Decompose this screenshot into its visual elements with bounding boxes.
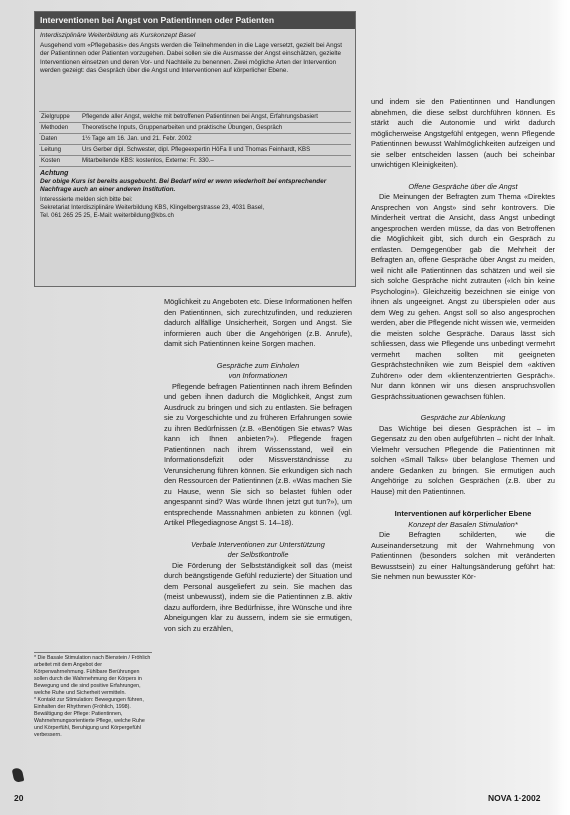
paragraph: Das Wichtige bei diesen Gesprächen ist – im Gegensatz zu den oben aufgeführten – nicht der Inhalt. Vielmehr versuchen Pflegende die Patientinnen mit solchen «Small Talks» über belanglose Themen und andere Gedanken zu bringen. Sie ermutigen auch Angehörige zu solchen Gesprächen (z.B. über zu Hause) mit den Patientinnen. [371, 423, 555, 496]
journal-issue-label: NOVA 1·2002 [488, 793, 541, 803]
section-heading: Gespräche zum Einholen [216, 360, 300, 370]
contact-line: Tel. 061 265 25 25, E-Mail: weiterbildung@kbs.ch [40, 212, 174, 219]
section-heading: Offene Gespräche über die Angst [408, 181, 518, 191]
section-heading-bold: Interventionen auf körperlicher Ebene [394, 509, 532, 518]
box-title: Interventionen bei Angst von Patientinnen oder Patienten [35, 12, 355, 29]
page-edge-shadow [556, 0, 570, 815]
box-subtitle: Interdisziplinäre Weiterbildung als Kurskonzept Basel [40, 32, 196, 39]
footnotes [34, 652, 152, 739]
course-info-box [34, 11, 356, 287]
section-heading: von Informationen [228, 371, 288, 380]
paragraph: Die Befragten schilderten, wie die Auseinandersetzung mit der Wahrnehmung von Patientinnen (besonders solchen mit veränderten Bewusstsein) zu einer Haltungsänderung geführt hat: Sie nehmen nun bewusster Kör- [371, 530, 555, 581]
contact-info [35, 194, 355, 220]
section-heading: Gespräche zur Ablenkung [420, 413, 506, 422]
box-intro: Ausgehend vom «Pflegebasis» des Angsts werden die Teilnehmenden in die Lage versetzt, gezielt bei Angst der Patientinnen oder Patienten vorzugehen. Dabei sollen sie die Ausmasse der Angst einschätzen, gezielte Interventionen einsetzen und deren Vor- und Nachteile zu benennen. Zwei mögliche Arten der Intervention werden gezeigt: das Gespräch über die Angst und Interventionen auf körperlicher Ebene. [40, 42, 342, 75]
section-heading: der Selbstkontrolle [227, 550, 289, 559]
detail-row-costs: Kosten Mitarbeitende KBS: kostenlos, Externe: Fr. 330.– [39, 156, 351, 167]
page-number: 20 [14, 793, 24, 803]
detail-row-target-group: Zielgruppe Pflegende aller Angst, welche mit betroffenen Patientinnen bei Angst, Erfahrungsbasiert [39, 112, 351, 123]
paragraph: Möglichkeit zu Angeboten etc. Diese Informationen helfen den Patientinnen, sich zurechtzufinden, und reduzieren dadurch allfällige Unsicherheit, Sorgen und Angst. Sie informieren auch über die Angehörigen (z.B. Anrufe), damit sich Patientinnen keine Sorgen machen. [164, 297, 352, 348]
detail-row-lead: Leitung Urs Gerber dipl. Schwester, dipl. Pflegeexpertin HöFa II und Thomas Feinhardt, KBS [39, 145, 351, 156]
paragraph: Pflegende befragen Patientinnen nach ihrem Befinden und geben ihnen dadurch die Möglichkeit, Angst zum Ausdruck zu bringen und sich zu entlasten. Sie befragen sie zu Vorgeschichte und zu früheren Erfahrungen sowie zu ihren Bedürfnissen (z.B. «Benötigen Sie etwas? Was kann ich Ihnen anbieten?»). Pflegende fragen Patientinnen nach ihrem Wissensstand, weil ein Informationsdefizit oder Missverständnisse zu Verunsicherung führen können. Sie erkundigen sich nach den Ressourcen der Patientinnen (z.B. «Was machen Sie zu Hause, wenn Sie sich so belastet fühlen oder angespannt sind? Was würde Ihnen jetzt gut tun?»), um entsprechende Massnahmen anbieten zu können (vgl. Artikel Pflegediagnose Angst S. 14–18). [164, 381, 352, 527]
course-details-table [39, 111, 351, 167]
detail-row-dates: Daten 1½ Tage am 16. Jan. und 21. Febr. 2002 [39, 134, 351, 145]
paragraph: und indem sie den Patientinnen und Handlungen abnehmen, die diese selbst durchführen können. Es stärkt auch die Autonomie und wirkt dadurch möglicherweise Angstgefühl entgegen, wenn Pflegende Patientinnen bewusst Wahlmöglichkeiten aufzeigen und sie selber entscheiden lassen (auch bei scheinbar unwichtigen Kleinigkeiten). [371, 97, 555, 169]
notice-title: Achtung [40, 170, 69, 177]
contact-line: Interessierte melden sich bitte bei: [40, 196, 133, 203]
notice-text: Der obige Kurs ist bereits ausgebucht. Bei Bedarf wird er wenn wiederholt bei entsprechender Nachfrage auch an einer anderen Institution. [40, 178, 327, 193]
ink-blot-mark [12, 767, 25, 783]
contact-line: Sekretariat Interdisziplinäre Weiterbildung KBS, Klingelbergstrasse 23, 4031 Basel, [40, 204, 265, 211]
text-column-right [371, 97, 555, 789]
text-column-middle [164, 297, 352, 787]
section-heading: Verbale Interventionen zur Unterstützung [191, 539, 325, 549]
detail-row-methods: Methoden Theoretische Inputs, Gruppenarbeiten und praktische Übungen, Gespräch [39, 123, 351, 134]
footnote: * Die Basale Stimulation nach Bienstein / Fröhlich arbeitet mit dem Angebot der Körperwahrnehmung. Fühlbare Berührungen sollen durch die Wahrnehmung der Körpers in Bewegung und die sind positive Erfahrungen, welche Ruhe und Sicherheit vermitteln. [34, 655, 151, 696]
paragraph: Die Förderung der Selbstständigkeit soll das (meist durch beängstigende Gefühl reduzierte) der Situation und dem Personal ausgeliefert zu sein. Sie machen das (meist unbewusst), indem sie die Patientinnen z.B. aktiv dazu auffordern, ihre Bedürfnisse, ihre Wünsche und ihre Abneigungen klar zu äussern, indem sie sie ermutigen, von sich zu erzählen, [164, 560, 352, 633]
section-heading: Konzept der Basalen Stimulation* [408, 519, 518, 529]
footnote: * Kontakt zur Stimulation: Bewegungen führen, Einhalten der Rhythmen (Fröhlich, 1998). Bewältigung der Pflege: Patientinnen, Wahrnehmungsorientierte Pflege, welche Ruhe und Körperfühl, Beruhigung und Körpergefühl verbessern. [34, 697, 145, 738]
paragraph: Die Meinungen der Befragten zum Thema «Direktes Ansprechen von Angst» sind sehr kontrovers. Die Minderheit vertrat die Ansicht, dass Angst unbedingt angesprochen werden müsse, da das von Betroffenen die Möglichkeit gibt, sich durch ein Gespräch zu entlasten. Demgegenüber gab die Mehrheit der Befragten an, offene Gespräche über Angst zu meiden, weil nicht alle Patientinnen das schätzen und weil sie sich solche Gespräche nicht zutrauten («Ich bin keine Psychologin»). Gleichzeitig bezeichnen sie einige von ihnen als ungeeignet. Angst zu überspielen oder aus dem Weg zu gehen. Angst soll so also angesprochen werden, aber die Pflegende nicht wissen wie, vermeiden die meisten solche Gespräche. Daraus lässt sich schliessen, dass wie Pflegende uns unbedingt vermehrt vermehrt machen sollten mit geeigneten Gesprächstechniken wie zum Beispiel dem «aktiven Zuhören» oder dem «klientenzentrierten Gespräch». Nur dann können wir uns diesen anspruchsvollen Gesprächssituationen gewachsen fühlen. [371, 192, 555, 401]
